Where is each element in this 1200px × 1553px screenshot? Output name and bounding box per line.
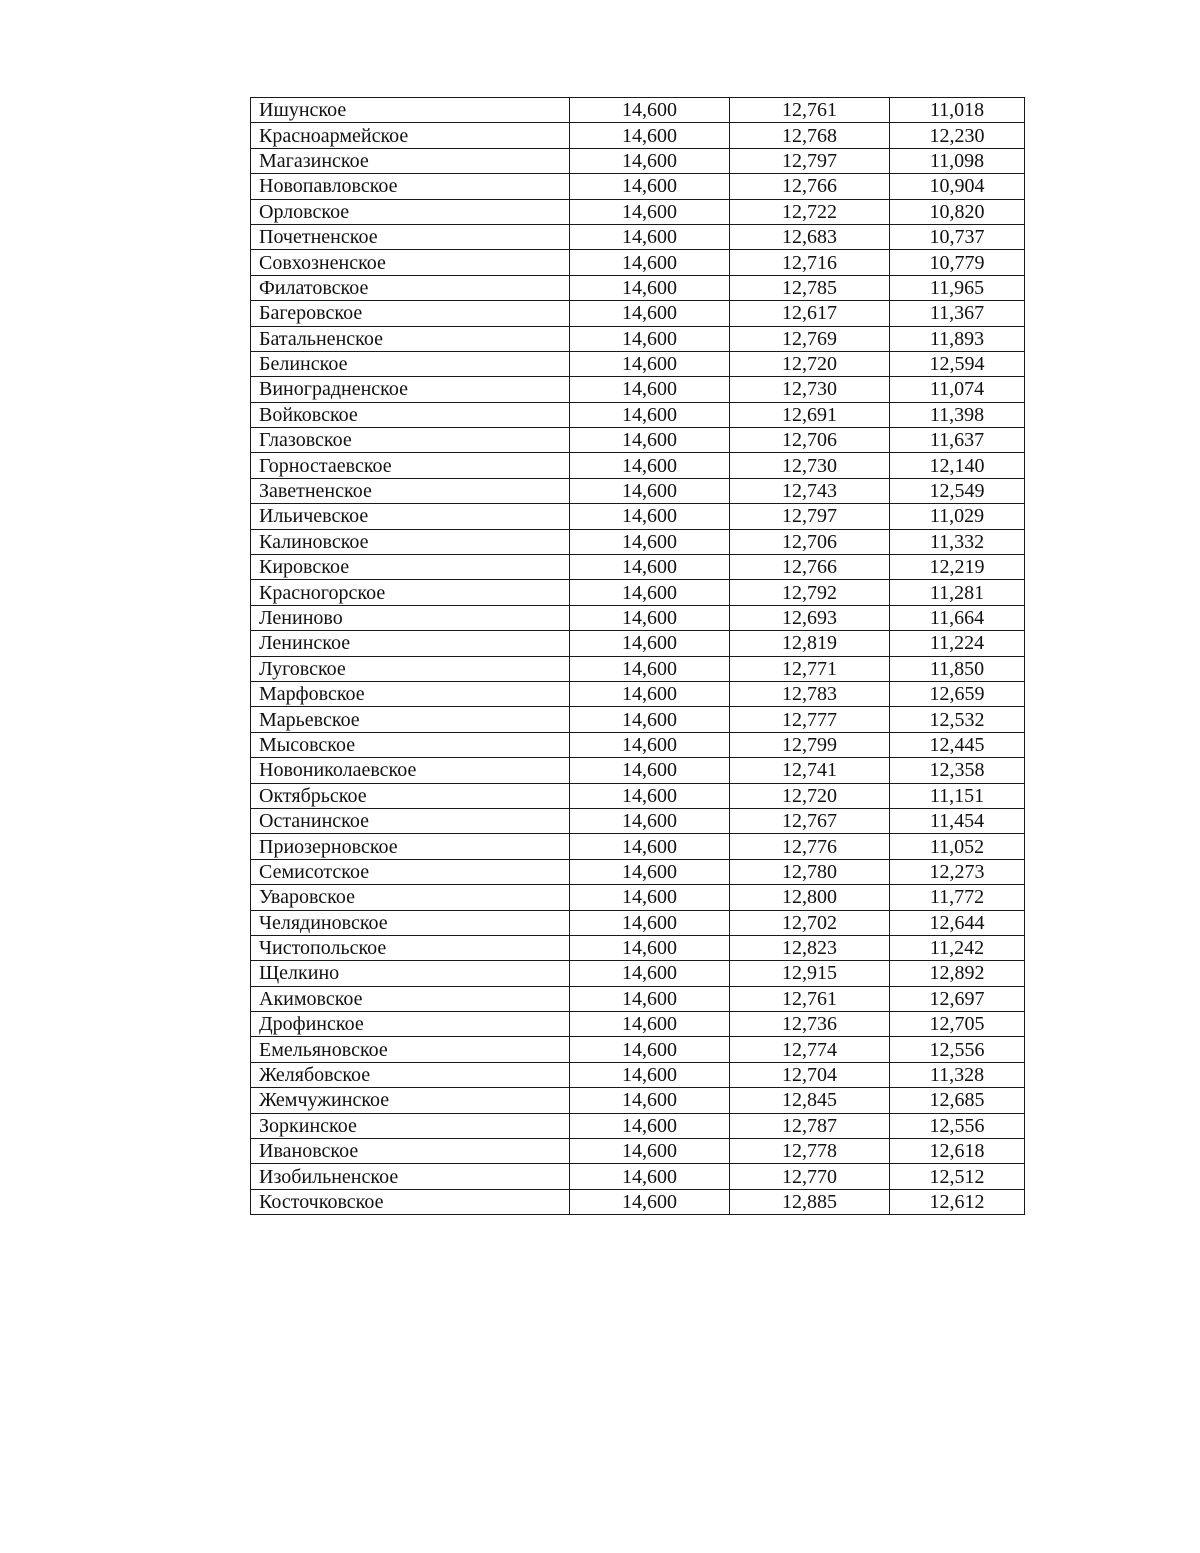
table-row bbox=[251, 961, 1025, 986]
table-row bbox=[251, 808, 1025, 833]
settlement-name-cell: Орловское bbox=[251, 199, 570, 224]
settlement-name-cell: Косточковское bbox=[251, 1189, 570, 1214]
settlement-name-cell: Филатовское bbox=[251, 275, 570, 300]
settlement-name-cell: Марфовское bbox=[251, 681, 570, 706]
value-3-cell: 11,893 bbox=[890, 326, 1025, 351]
settlement-name-cell: Мысовское bbox=[251, 732, 570, 757]
settlement-name-cell: Ленинское bbox=[251, 631, 570, 656]
value-3-cell: 12,358 bbox=[890, 758, 1025, 783]
value-3-cell: 12,612 bbox=[890, 1189, 1025, 1214]
value-1-cell: 14,600 bbox=[570, 402, 730, 427]
value-1-cell: 14,600 bbox=[570, 351, 730, 376]
table-row bbox=[251, 1012, 1025, 1037]
table-row bbox=[251, 301, 1025, 326]
settlement-name-cell: Щелкино bbox=[251, 961, 570, 986]
table-row bbox=[251, 681, 1025, 706]
value-1-cell: 14,600 bbox=[570, 808, 730, 833]
table-row bbox=[251, 478, 1025, 503]
value-2-cell: 12,683 bbox=[730, 224, 890, 249]
value-3-cell: 11,242 bbox=[890, 935, 1025, 960]
value-1-cell: 14,600 bbox=[570, 428, 730, 453]
value-3-cell: 10,779 bbox=[890, 250, 1025, 275]
value-1-cell: 14,600 bbox=[570, 301, 730, 326]
value-2-cell: 12,792 bbox=[730, 580, 890, 605]
value-1-cell: 14,600 bbox=[570, 275, 730, 300]
value-3-cell: 12,532 bbox=[890, 707, 1025, 732]
value-3-cell: 11,052 bbox=[890, 834, 1025, 859]
table-row bbox=[251, 326, 1025, 351]
value-2-cell: 12,743 bbox=[730, 478, 890, 503]
value-1-cell: 14,600 bbox=[570, 504, 730, 529]
value-3-cell: 12,549 bbox=[890, 478, 1025, 503]
settlement-name-cell: Челядиновское bbox=[251, 910, 570, 935]
value-1-cell: 14,600 bbox=[570, 758, 730, 783]
settlement-name-cell: Почетненское bbox=[251, 224, 570, 249]
value-3-cell: 12,618 bbox=[890, 1139, 1025, 1164]
value-3-cell: 12,556 bbox=[890, 1113, 1025, 1138]
value-2-cell: 12,706 bbox=[730, 529, 890, 554]
table-row bbox=[251, 123, 1025, 148]
settlement-name-cell: Красногорское bbox=[251, 580, 570, 605]
value-3-cell: 12,556 bbox=[890, 1037, 1025, 1062]
value-3-cell: 12,705 bbox=[890, 1012, 1025, 1037]
value-1-cell: 14,600 bbox=[570, 732, 730, 757]
value-1-cell: 14,600 bbox=[570, 580, 730, 605]
settlement-name-cell: Батальненское bbox=[251, 326, 570, 351]
value-2-cell: 12,769 bbox=[730, 326, 890, 351]
table-row bbox=[251, 453, 1025, 478]
value-1-cell: 14,600 bbox=[570, 961, 730, 986]
value-1-cell: 14,600 bbox=[570, 174, 730, 199]
table-row bbox=[251, 402, 1025, 427]
value-3-cell: 12,512 bbox=[890, 1164, 1025, 1189]
table-row bbox=[251, 631, 1025, 656]
value-1-cell: 14,600 bbox=[570, 250, 730, 275]
table-row bbox=[251, 250, 1025, 275]
table-row bbox=[251, 758, 1025, 783]
settlement-name-cell: Новопавловское bbox=[251, 174, 570, 199]
table-row bbox=[251, 428, 1025, 453]
table-row bbox=[251, 1164, 1025, 1189]
value-2-cell: 12,783 bbox=[730, 681, 890, 706]
value-2-cell: 12,823 bbox=[730, 935, 890, 960]
table-row bbox=[251, 1088, 1025, 1113]
settlement-name-cell: Глазовское bbox=[251, 428, 570, 453]
settlement-name-cell: Желябовское bbox=[251, 1062, 570, 1087]
table-row bbox=[251, 1062, 1025, 1087]
value-3-cell: 12,659 bbox=[890, 681, 1025, 706]
settlement-name-cell: Кировское bbox=[251, 555, 570, 580]
settlement-name-cell: Останинское bbox=[251, 808, 570, 833]
value-3-cell: 11,018 bbox=[890, 98, 1025, 123]
table-row bbox=[251, 174, 1025, 199]
value-2-cell: 12,800 bbox=[730, 885, 890, 910]
table-row bbox=[251, 580, 1025, 605]
settlement-name-cell: Семисотское bbox=[251, 859, 570, 884]
table-row bbox=[251, 656, 1025, 681]
settlement-name-cell: Изобильненское bbox=[251, 1164, 570, 1189]
value-3-cell: 11,151 bbox=[890, 783, 1025, 808]
value-2-cell: 12,730 bbox=[730, 453, 890, 478]
value-3-cell: 12,594 bbox=[890, 351, 1025, 376]
value-2-cell: 12,704 bbox=[730, 1062, 890, 1087]
value-2-cell: 12,777 bbox=[730, 707, 890, 732]
value-2-cell: 12,720 bbox=[730, 351, 890, 376]
value-1-cell: 14,600 bbox=[570, 1139, 730, 1164]
table-row bbox=[251, 732, 1025, 757]
value-3-cell: 11,029 bbox=[890, 504, 1025, 529]
value-2-cell: 12,778 bbox=[730, 1139, 890, 1164]
settlement-name-cell: Уваровское bbox=[251, 885, 570, 910]
value-1-cell: 14,600 bbox=[570, 377, 730, 402]
value-1-cell: 14,600 bbox=[570, 707, 730, 732]
value-1-cell: 14,600 bbox=[570, 1164, 730, 1189]
value-1-cell: 14,600 bbox=[570, 555, 730, 580]
settlement-name-cell: Приозерновское bbox=[251, 834, 570, 859]
value-1-cell: 14,600 bbox=[570, 148, 730, 173]
table-row bbox=[251, 555, 1025, 580]
value-1-cell: 14,600 bbox=[570, 453, 730, 478]
table-body bbox=[251, 98, 1025, 1215]
value-1-cell: 14,600 bbox=[570, 834, 730, 859]
value-1-cell: 14,600 bbox=[570, 1037, 730, 1062]
settlement-name-cell: Ильичевское bbox=[251, 504, 570, 529]
value-2-cell: 12,761 bbox=[730, 986, 890, 1011]
value-3-cell: 10,820 bbox=[890, 199, 1025, 224]
settlement-name-cell: Емельяновское bbox=[251, 1037, 570, 1062]
value-2-cell: 12,736 bbox=[730, 1012, 890, 1037]
value-2-cell: 12,722 bbox=[730, 199, 890, 224]
value-2-cell: 12,766 bbox=[730, 174, 890, 199]
value-1-cell: 14,600 bbox=[570, 1062, 730, 1087]
table-row bbox=[251, 783, 1025, 808]
value-2-cell: 12,770 bbox=[730, 1164, 890, 1189]
value-3-cell: 11,965 bbox=[890, 275, 1025, 300]
settlement-name-cell: Дрофинское bbox=[251, 1012, 570, 1037]
settlement-name-cell: Марьевское bbox=[251, 707, 570, 732]
table-row bbox=[251, 529, 1025, 554]
value-3-cell: 11,281 bbox=[890, 580, 1025, 605]
settlement-name-cell: Войковское bbox=[251, 402, 570, 427]
settlement-name-cell: Заветненское bbox=[251, 478, 570, 503]
table-row bbox=[251, 1037, 1025, 1062]
table-row bbox=[251, 834, 1025, 859]
value-3-cell: 12,445 bbox=[890, 732, 1025, 757]
value-2-cell: 12,885 bbox=[730, 1189, 890, 1214]
value-1-cell: 14,600 bbox=[570, 1113, 730, 1138]
table-row bbox=[251, 859, 1025, 884]
value-3-cell: 11,328 bbox=[890, 1062, 1025, 1087]
value-3-cell: 11,454 bbox=[890, 808, 1025, 833]
value-3-cell: 12,219 bbox=[890, 555, 1025, 580]
table-row bbox=[251, 1189, 1025, 1214]
table-row bbox=[251, 351, 1025, 376]
table-row bbox=[251, 986, 1025, 1011]
value-1-cell: 14,600 bbox=[570, 1012, 730, 1037]
table-row bbox=[251, 935, 1025, 960]
table-row bbox=[251, 1139, 1025, 1164]
table-row bbox=[251, 377, 1025, 402]
value-3-cell: 11,224 bbox=[890, 631, 1025, 656]
value-3-cell: 11,850 bbox=[890, 656, 1025, 681]
value-1-cell: 14,600 bbox=[570, 910, 730, 935]
value-2-cell: 12,768 bbox=[730, 123, 890, 148]
data-table bbox=[250, 97, 1025, 1215]
settlement-name-cell: Новониколаевское bbox=[251, 758, 570, 783]
value-1-cell: 14,600 bbox=[570, 935, 730, 960]
value-2-cell: 12,691 bbox=[730, 402, 890, 427]
value-1-cell: 14,600 bbox=[570, 529, 730, 554]
value-3-cell: 12,644 bbox=[890, 910, 1025, 935]
settlement-name-cell: Виноградненское bbox=[251, 377, 570, 402]
value-3-cell: 11,332 bbox=[890, 529, 1025, 554]
settlement-name-cell: Белинское bbox=[251, 351, 570, 376]
settlement-name-cell: Зоркинское bbox=[251, 1113, 570, 1138]
value-3-cell: 12,230 bbox=[890, 123, 1025, 148]
value-2-cell: 12,785 bbox=[730, 275, 890, 300]
value-2-cell: 12,797 bbox=[730, 504, 890, 529]
value-2-cell: 12,706 bbox=[730, 428, 890, 453]
value-2-cell: 12,799 bbox=[730, 732, 890, 757]
value-2-cell: 12,730 bbox=[730, 377, 890, 402]
value-3-cell: 11,664 bbox=[890, 605, 1025, 630]
table-row bbox=[251, 910, 1025, 935]
value-3-cell: 11,398 bbox=[890, 402, 1025, 427]
value-3-cell: 12,697 bbox=[890, 986, 1025, 1011]
value-2-cell: 12,845 bbox=[730, 1088, 890, 1113]
value-1-cell: 14,600 bbox=[570, 199, 730, 224]
value-2-cell: 12,774 bbox=[730, 1037, 890, 1062]
value-1-cell: 14,600 bbox=[570, 326, 730, 351]
settlement-name-cell: Акимовское bbox=[251, 986, 570, 1011]
settlement-name-cell: Чистопольское bbox=[251, 935, 570, 960]
table-row bbox=[251, 224, 1025, 249]
value-2-cell: 12,915 bbox=[730, 961, 890, 986]
table-row bbox=[251, 199, 1025, 224]
settlement-name-cell: Ивановское bbox=[251, 1139, 570, 1164]
value-2-cell: 12,716 bbox=[730, 250, 890, 275]
value-3-cell: 12,685 bbox=[890, 1088, 1025, 1113]
value-3-cell: 12,273 bbox=[890, 859, 1025, 884]
settlement-name-cell: Луговское bbox=[251, 656, 570, 681]
table-row bbox=[251, 275, 1025, 300]
value-2-cell: 12,766 bbox=[730, 555, 890, 580]
settlement-name-cell: Красноармейское bbox=[251, 123, 570, 148]
value-1-cell: 14,600 bbox=[570, 859, 730, 884]
value-2-cell: 12,702 bbox=[730, 910, 890, 935]
settlement-name-cell: Октябрьское bbox=[251, 783, 570, 808]
settlement-name-cell: Совхозненское bbox=[251, 250, 570, 275]
settlement-name-cell: Лениново bbox=[251, 605, 570, 630]
table-row bbox=[251, 605, 1025, 630]
value-2-cell: 12,720 bbox=[730, 783, 890, 808]
value-1-cell: 14,600 bbox=[570, 478, 730, 503]
value-3-cell: 11,074 bbox=[890, 377, 1025, 402]
table-row bbox=[251, 98, 1025, 123]
value-3-cell: 12,140 bbox=[890, 453, 1025, 478]
value-1-cell: 14,600 bbox=[570, 123, 730, 148]
value-2-cell: 12,819 bbox=[730, 631, 890, 656]
settlement-name-cell: Калиновское bbox=[251, 529, 570, 554]
value-1-cell: 14,600 bbox=[570, 631, 730, 656]
table-row bbox=[251, 148, 1025, 173]
value-3-cell: 11,098 bbox=[890, 148, 1025, 173]
value-3-cell: 10,737 bbox=[890, 224, 1025, 249]
value-1-cell: 14,600 bbox=[570, 224, 730, 249]
value-2-cell: 12,797 bbox=[730, 148, 890, 173]
value-1-cell: 14,600 bbox=[570, 1088, 730, 1113]
value-2-cell: 12,761 bbox=[730, 98, 890, 123]
value-1-cell: 14,600 bbox=[570, 783, 730, 808]
settlement-name-cell: Ишунское bbox=[251, 98, 570, 123]
value-2-cell: 12,767 bbox=[730, 808, 890, 833]
value-1-cell: 14,600 bbox=[570, 986, 730, 1011]
value-2-cell: 12,776 bbox=[730, 834, 890, 859]
settlement-name-cell: Магазинское bbox=[251, 148, 570, 173]
value-1-cell: 14,600 bbox=[570, 885, 730, 910]
settlement-name-cell: Горностаевское bbox=[251, 453, 570, 478]
value-3-cell: 12,892 bbox=[890, 961, 1025, 986]
value-3-cell: 11,637 bbox=[890, 428, 1025, 453]
settlement-name-cell: Багеровское bbox=[251, 301, 570, 326]
table-row bbox=[251, 707, 1025, 732]
table-row bbox=[251, 1113, 1025, 1138]
value-2-cell: 12,741 bbox=[730, 758, 890, 783]
value-1-cell: 14,600 bbox=[570, 1189, 730, 1214]
value-3-cell: 10,904 bbox=[890, 174, 1025, 199]
value-3-cell: 11,772 bbox=[890, 885, 1025, 910]
value-2-cell: 12,787 bbox=[730, 1113, 890, 1138]
settlement-name-cell: Жемчужинское bbox=[251, 1088, 570, 1113]
table-row bbox=[251, 504, 1025, 529]
value-2-cell: 12,771 bbox=[730, 656, 890, 681]
table-row bbox=[251, 885, 1025, 910]
value-2-cell: 12,617 bbox=[730, 301, 890, 326]
value-1-cell: 14,600 bbox=[570, 605, 730, 630]
value-2-cell: 12,693 bbox=[730, 605, 890, 630]
value-2-cell: 12,780 bbox=[730, 859, 890, 884]
value-1-cell: 14,600 bbox=[570, 98, 730, 123]
value-1-cell: 14,600 bbox=[570, 681, 730, 706]
value-3-cell: 11,367 bbox=[890, 301, 1025, 326]
value-1-cell: 14,600 bbox=[570, 656, 730, 681]
